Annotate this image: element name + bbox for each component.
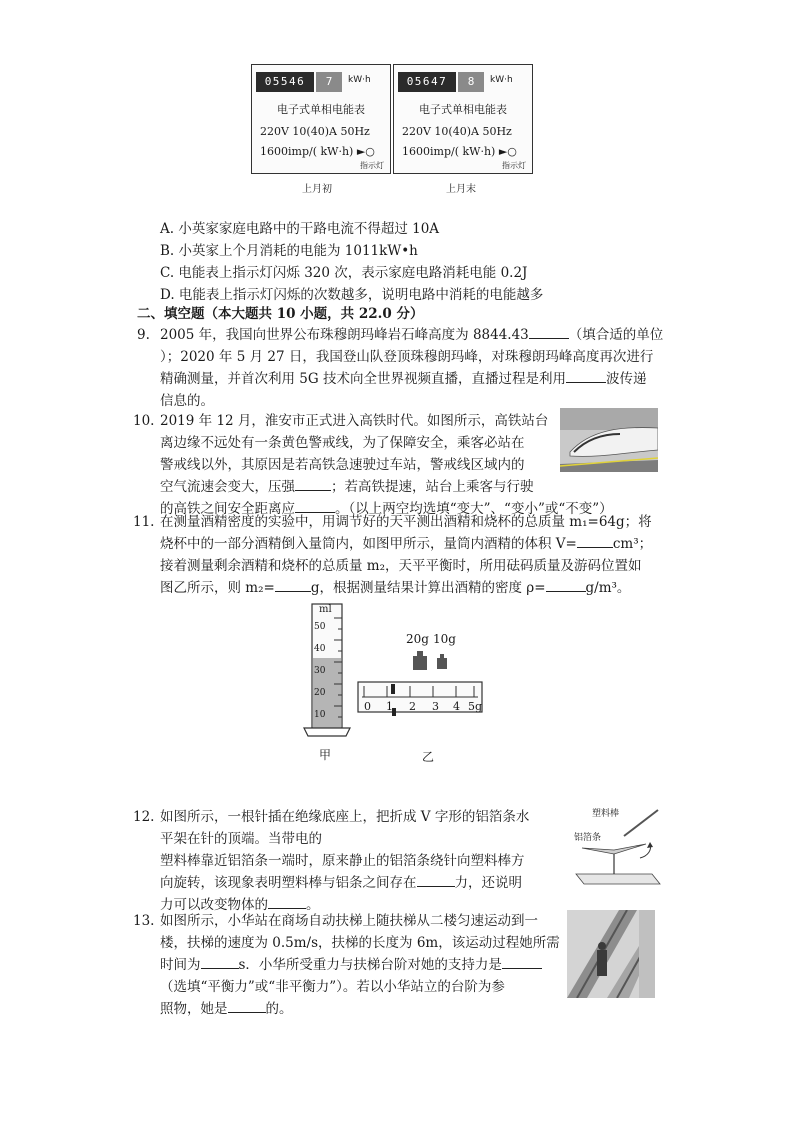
answer-blank[interactable] [417,872,455,887]
foil-figure [568,806,664,894]
beam-scale [358,682,482,716]
meter-indicator-label: 指示灯 [502,161,526,170]
meter-spec: 220V 10(40)A 50Hz [260,125,370,138]
option-b: B. 小英家上个月消耗的电能为 1011kW•h [160,243,418,259]
foil-label: 铝箔条 [574,833,602,843]
question-number: 13. [133,913,155,929]
question-line: 力可以改变物体的 。 [160,894,320,916]
weight-label-10g: 10g [433,632,456,646]
question-line: 照物，她是 的。 [160,998,293,1020]
question-line: 2005 年，我国向世界公布珠穆朗玛峰岩石峰高度为 8844.43 （填合适的单位 [160,324,663,346]
answer-blank[interactable] [529,324,569,339]
meter-decimal: 7 [316,72,342,92]
question-line: 塑料棒靠近铝箔条一端时，原来静止的铝箔条绕针向塑料棒方 [160,853,525,869]
question-line: 时间为 s．小华所受重力与扶梯台阶对她的支持力是 [160,954,542,976]
answer-blank[interactable] [201,954,239,969]
answer-blank[interactable] [577,533,613,548]
meter-caption: 上月末 [446,184,476,195]
meter-unit: kW·h [348,75,371,85]
graduated-cylinder [304,604,350,736]
question-line: 信息的。 [160,393,214,409]
meter-caption: 上月初 [302,184,332,195]
answer-blank[interactable] [566,368,606,383]
meter-imp: 1600imp/( kW·h) ►○ [402,145,517,158]
meter-end [393,64,533,174]
question-line: 图乙所示，则 m₂= g，根据测量结果计算出酒精的密度 ρ= g/m³。 [160,577,630,599]
question-line: 如图所示，小华站在商场自动扶梯上随扶梯从二楼匀速运动到一 [160,913,538,929]
answer-blank[interactable] [546,577,586,592]
answer-blank[interactable] [295,476,331,491]
figure-11: ml 50 40 30 20 10 20g 10g 0 1 2 3 4 5g 甲 乙 [296,600,492,770]
escalator-photo [567,910,655,998]
question-line: 精确测量，并首次利用 5G 技术向全世界视频直播，直播过程是利用 波传递 [160,368,646,390]
meter-unit: kW·h [490,75,513,85]
figure-jia-label: 甲 [319,748,332,762]
arrow-led-icon: ►○ [356,145,375,158]
question-line: 楼，扶梯的速度为 0.5m/s，扶梯的长度为 6m，该运动过程她所需 [160,935,560,951]
option-c: C. 电能表上指示灯闪烁 320 次，表示家庭电路消耗电能 0.2J [160,265,528,281]
question-line: 2019 年 12 月，淮安市正式进入高铁时代。如图所示，高铁站台 [160,413,549,429]
question-number: 10. [133,413,155,429]
meter-digits: 05546 [256,72,314,92]
answer-blank[interactable] [275,577,311,592]
question-line: 警戒线以外，其原因是若高铁急速驶过车站，警戒线区域内的 [160,457,525,473]
train-photo [560,408,658,472]
arrow-led-icon: ►○ [498,145,517,158]
question-number: 9. [137,327,150,343]
question-line: 烧杯中的一部分酒精倒入量筒内，如图甲所示，量筒内酒精的体积 V= cm³； [160,533,652,555]
option-a: A. 小英家家庭电路中的干路电流不得超过 10A [160,221,440,237]
meter-title: 电子式单相电能表 [277,103,365,116]
meter-indicator-label: 指示灯 [360,161,384,170]
question-line: （选填“平衡力”或“非平衡力”）。若以小华站立的台阶为参 [160,979,505,995]
figure-yi-label: 乙 [422,750,435,764]
question-line: 的高铁之间安全距离应 。（以上两空均选填“变大”、“变小”或“不变”） [160,498,613,520]
cylinder-ticks: 50 40 30 20 10 [314,622,326,720]
meter-imp: 1600imp/( kW·h) ►○ [260,145,375,158]
question-number: 11. [133,514,155,530]
question-line: 平架在针的顶端。当带电的 [160,831,322,847]
section-title: 二、填空题（本大题共 10 小题，共 22.0 分） [137,306,424,322]
rod-label: 塑料棒 [592,809,620,819]
question-line: 如图所示，一根针插在绝缘底座上，把折成 V 字形的铝箔条水 [160,809,530,825]
meter-decimal: 8 [458,72,484,92]
weight-label-20g: 20g [406,632,429,646]
meter-digits: 05647 [398,72,456,92]
question-line: 向旋转，该现象表明塑料棒与铝条之间存在 力，还说明 [160,872,522,894]
question-line: 接着测量剩余酒精和烧杯的总质量 m₂，天平平衡时，所用砝码质量及游码位置如 [160,558,642,574]
weights [413,651,447,670]
question-line: 离边缘不远处有一条黄色警戒线，为了保障安全，乘客必站在 [160,435,525,451]
question-number: 12. [133,809,155,825]
meter-start [251,64,391,174]
meter-spec: 220V 10(40)A 50Hz [402,125,512,138]
answer-blank[interactable] [502,954,542,969]
answer-blank[interactable] [228,998,266,1013]
question-line: 空气流速会变大，压强 ；若高铁提速，站台上乘客与行驶 [160,476,534,498]
meter-title: 电子式单相电能表 [419,103,507,116]
option-d: D. 电能表上指示灯闪烁的次数越多，说明电路中消耗的电能越多 [160,287,544,303]
answer-blank[interactable] [268,894,306,909]
cylinder-unit: ml [319,604,332,615]
question-line: 在测量酒精密度的实验中，用调节好的天平测出酒精和烧杯的总质量 m₁=64g；将 [160,514,652,530]
question-line: ）；2020 年 5 月 27 日，我国登山队登顶珠穆朗玛峰，对珠穆朗玛峰高度再次进行 [160,349,654,365]
